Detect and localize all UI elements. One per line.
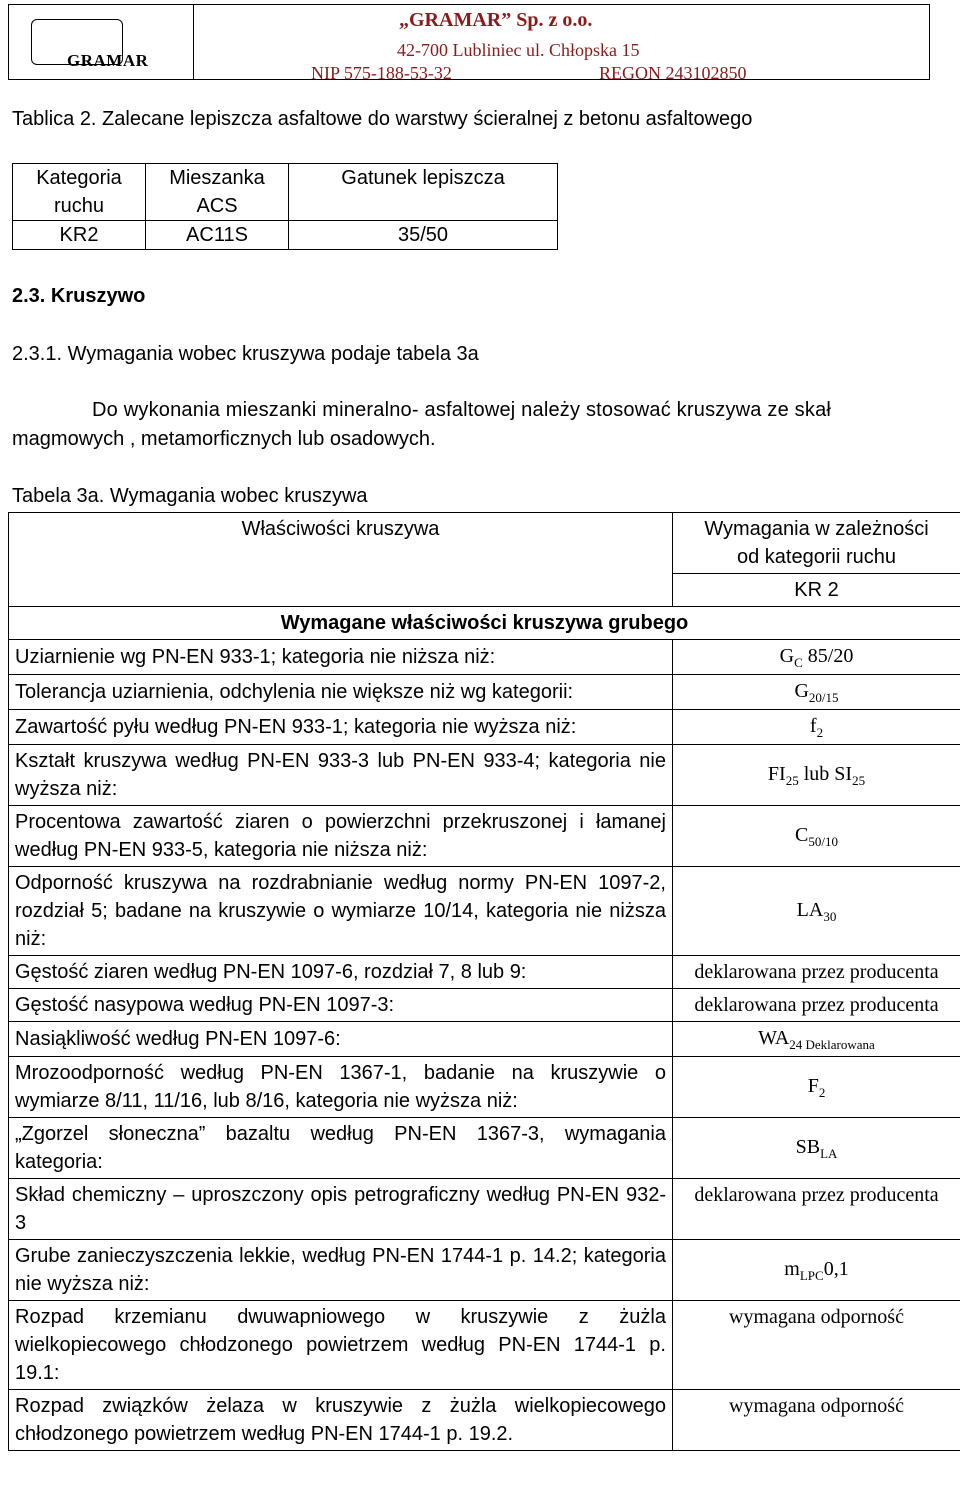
property-cell: Rozpad krzemianu dwuwapniowego w kruszywie z żużla wielkopiecowego chłodzonego powietrzem według PN-EN 1744-1 p. 19.1: [9, 1301, 673, 1390]
table2-header-binder: Gatunek lepiszcza [289, 164, 558, 221]
letterhead [8, 4, 930, 83]
table-row [9, 1022, 960, 1057]
requirement-cell: $C_{50/10}$ [673, 806, 960, 867]
property-cell: Rozpad związków żelaza w kruszywie z żużla wielkopiecowego chłodzonego powietrzem według PN-EN 1744-1 p. 19.2. [9, 1390, 673, 1451]
table-row [9, 956, 960, 989]
company-nip: NIP 575-188-53-32 [311, 63, 452, 83]
property-cell: Skład chemiczny – uproszczony opis petrograficzny według PN-EN 932-3 [9, 1179, 673, 1240]
table2-cell-mix: AC11S [146, 221, 289, 250]
section-coarse-aggregate: Wymagane właściwości kruszywa grubego [9, 607, 960, 640]
property-cell: „Zgorzel słoneczna” bazaltu według PN-EN 1367-3, wymagania kategoria: [9, 1118, 673, 1179]
header-properties: Właściwości kruszywa [9, 513, 673, 607]
table-row [9, 1118, 960, 1179]
table-row [9, 867, 960, 956]
property-cell: Uziarnienie wg PN-EN 933-1; kategoria nie niższa niż: [9, 640, 673, 675]
paragraph-line-1: Do wykonania mieszanki mineralno- asfaltowej należy stosować kruszywa ze skał [92, 399, 832, 421]
company-address: 42-700 Lubliniec ul. Chłopska 15 [397, 40, 640, 60]
requirement-cell: $G_{20/15}$ [673, 675, 960, 710]
table-row [9, 640, 960, 675]
requirement-cell: $F_2$ [673, 1057, 960, 1118]
table3-caption: Tabela 3a. Wymagania wobec kruszywa [12, 485, 368, 507]
header-requirements-line1: Wymagania w zależności [704, 518, 929, 540]
requirement-cell: $f_2$ [673, 710, 960, 745]
property-cell: Zawartość pyłu według PN-EN 933-1; kategoria nie wyższa niż: [9, 710, 673, 745]
requirement-cell: $G_C$ 85/20 [673, 640, 960, 675]
section-title: 2.3. Kruszywo [12, 285, 146, 307]
paragraph-line-2: magmowych , metamorficznych lub osadowych. [12, 428, 436, 450]
table2-header-mix-line1: Mieszanka [169, 167, 265, 189]
property-cell: Procentowa zawartość ziaren o powierzchni przekruszonej i łamanej według PN-EN 933-5, kategoria nie niższa niż: [9, 806, 673, 867]
property-cell: Mrozoodporność według PN-EN 1367-1, badanie na kruszywie o wymiarze 8/11, 11/16, lub 8/16, kategoria nie wyższa niż: [9, 1057, 673, 1118]
property-cell: Kształt kruszywa według PN-EN 933-3 lub PN-EN 933-4; kategoria nie wyższa niż: [9, 745, 673, 806]
binder-table [12, 163, 558, 250]
table2-header-category-line1: Kategoria [36, 167, 122, 189]
table-row [9, 1057, 960, 1118]
table2-header-mix-line2: ACS [196, 195, 238, 217]
aggregate-requirements-table [8, 512, 960, 1451]
table2-header-category-line2: ruchu [53, 195, 105, 217]
requirement-cell: deklarowana przez producenta [673, 956, 960, 989]
requirement-cell: $WA_{24 Deklarowana}$ [673, 1022, 960, 1057]
table-row [9, 806, 960, 867]
property-cell: Nasiąkliwość według PN-EN 1097-6: [9, 1022, 673, 1057]
table2-cell-binder: 35/50 [289, 221, 558, 250]
header-requirements [673, 513, 960, 574]
table-row [9, 675, 960, 710]
table2-caption: Tablica 2. Zalecane lepiszcza asfaltowe do warstwy ścieralnej z betonu asfaltowego [12, 108, 753, 130]
requirement-cell: $LA_{30}$ [673, 867, 960, 956]
property-cell: Odporność kruszywa na rozdrabnianie według normy PN-EN 1097-2, rozdział 5; badane na kruszywie o wymiarze 10/14, kategoria nie niższa niż: [9, 867, 673, 956]
requirement-cell: wymagana odporność [673, 1301, 960, 1390]
table2-cell-category: KR2 [13, 221, 146, 250]
table-row [9, 1240, 960, 1301]
table2-header-mix [146, 164, 289, 221]
property-cell: Gęstość ziaren według PN-EN 1097-6, rozdział 7, 8 lub 9: [9, 956, 673, 989]
property-cell: Grube zanieczyszczenia lekkie, według PN-EN 1744-1 p. 14.2; kategoria nie wyższa niż: [9, 1240, 673, 1301]
header-requirements-line2: od kategorii ruchu [737, 546, 896, 568]
company-name: „GRAMAR” Sp. z o.o. [399, 9, 593, 31]
logo-text: GRAMAR [67, 51, 149, 70]
property-cell: Gęstość nasypowa według PN-EN 1097-3: [9, 989, 673, 1022]
table2-header-category [13, 164, 146, 221]
table-row [9, 989, 960, 1022]
requirement-rows [9, 640, 960, 1451]
requirement-cell: $SB_{LA}$ [673, 1118, 960, 1179]
table-row [9, 745, 960, 806]
requirement-cell: wymagana odporność [673, 1390, 960, 1451]
company-regon: REGON 243102850 [599, 63, 747, 83]
table-row [9, 1301, 960, 1390]
table-row [9, 710, 960, 745]
section-subtitle: 2.3.1. Wymagania wobec kruszywa podaje tabela 3a [12, 343, 479, 365]
company-logo [9, 5, 194, 79]
table-row [9, 1390, 960, 1451]
requirement-cell: $FI_{25}$ lub $SI_{25}$ [673, 745, 960, 806]
table-row [9, 1179, 960, 1240]
requirement-cell: $m_{LPC}0,1$ [673, 1240, 960, 1301]
requirement-cell: deklarowana przez producenta [673, 1179, 960, 1240]
header-traffic-category: KR 2 [673, 574, 960, 607]
property-cell: Tolerancja uziarnienia, odchylenia nie większe niż wg kategorii: [9, 675, 673, 710]
requirement-cell: deklarowana przez producenta [673, 989, 960, 1022]
